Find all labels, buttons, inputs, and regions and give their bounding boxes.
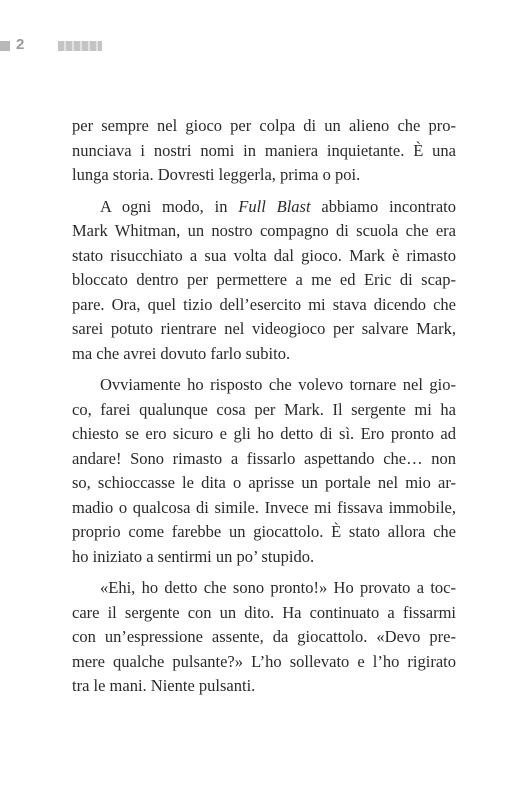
text-line: Ovviamente ho risposto che volevo tornare nel gio- [100,375,456,394]
paragraph [72,114,456,188]
text-line: co, farei qualunque cosa per Mark. Il sergente mi ha [72,399,456,419]
text-line: sarei potuto rientrare nel videogioco per salvare Mark, [72,319,456,338]
text-line: stato risucchiato a sua volta dal gioco. Mark è rimasto [72,245,456,265]
text-line: nunciava i nostri nomi in maniera inquietante. È una [72,140,456,160]
text-line: pare. Ora, quel tizio dell’esercito mi stava dicendo che [72,294,456,314]
text-run: A ogni modo, in [100,196,239,216]
paragraph [72,373,456,569]
paragraph [72,195,456,367]
text-line [72,195,456,220]
paragraph [72,576,456,699]
text-line: per sempre nel gioco per colpa di un alieno che pro- [72,116,456,135]
text-line: care il sergente con un dito. Ha continuato a fissarmi [72,602,456,622]
text-line: Mark Whitman, un nostro compagno di scuola che era [72,221,456,240]
header-bar-left [0,41,10,51]
text-line: andare! Sono rimasto a fissarlo aspettando che… non [72,448,456,468]
text-line: con un’espressione assente, da giocattolo. «Devo pre- [72,627,456,646]
page-number: 2 [16,36,25,53]
text-line: madio o qualcosa di simile. Invece mi fissava immobile, [72,497,456,517]
text-line: ma che avrei dovuto farlo subito. [72,343,291,363]
text-run: abbiamo incontrato [310,196,456,216]
text-line: lunga storia. Dovresti leggerla, prima o poi. [72,165,361,184]
text-line: bloccato dentro per permettere a me ed Eric di scap- [72,270,456,289]
body-text [72,114,456,706]
header-bar-title [58,41,102,51]
text-line: so, schioccasse le dita o aprisse un portale nel mio ar- [72,473,456,492]
text-line: mere qualche pulsante?» L’ho sollevato e l’ho rigirato [72,651,456,671]
text-line: tra le mani. Niente pulsanti. [72,676,256,695]
book-title: Full Blast [238,196,311,216]
text-line: chiesto se ero sicuro e gli ho detto di sì. Ero pronto ad [72,424,456,443]
text-line: «Ehi, ho detto che sono pronto!» Ho provato a toc- [100,578,456,597]
text-line: proprio come farebbe un giocattolo. È stato allora che [72,522,456,541]
text-line: ho iniziato a sentirmi un po’ stupido. [72,546,315,566]
